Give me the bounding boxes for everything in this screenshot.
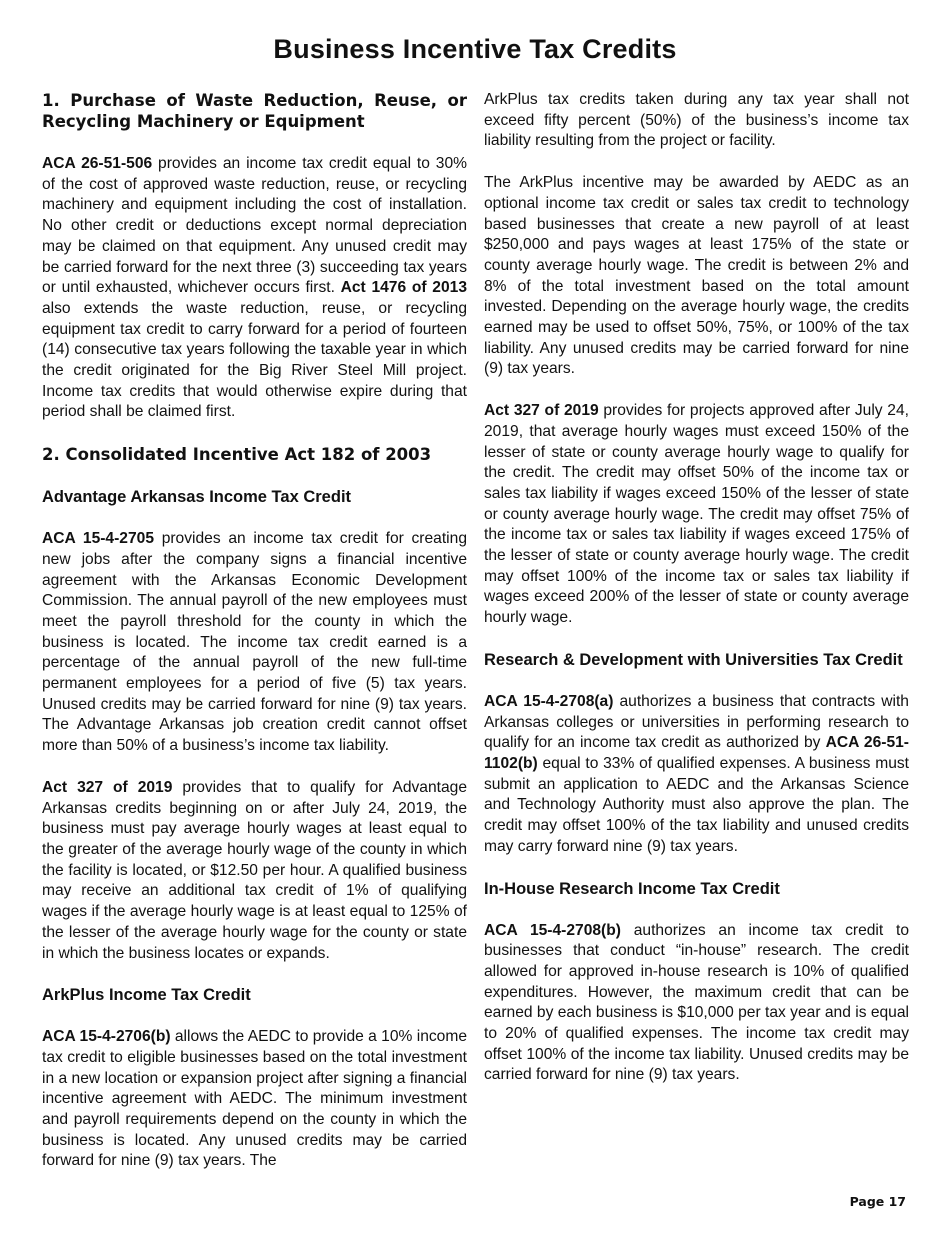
section-1-paragraph <box>42 154 467 423</box>
paragraph-text: authorizes an income tax credit to businesses that conduct “in-house” research. The credit allowed for approved in-house research is 10% of qualified expenditures. However, the maximum credit that can be earned by each business is $10,000 per tax year and is equal to 20% of qualified expenses. The income tax credit may offset 100% of the income tax liability. Unused credits may be carried forward for nine (9) tax years. <box>484 921 909 1084</box>
statute-ref: ACA 26-51-1102(b) <box>484 734 909 772</box>
arkplus-paragraph-3 <box>484 401 909 629</box>
statute-ref: Act 327 of 2019 <box>42 778 173 796</box>
advantage-paragraph-1 <box>42 529 467 757</box>
arkplus-paragraph-2: The ArkPlus incentive may be awarded by AEDC as an optional income tax credit or sales tax credit to technology based businesses that create a new payroll of at least $250,000 and pays wages at least 175% of the state or county average hourly wage. The credit is between 2% and 8% of the total investment based on the total amount invested. Depending on the average hourly wage, the credits earned may be used to offset 50%, 75%, or 100% of the tax liability. Any unused credits may be carried forward for nine (9) tax years. <box>484 174 909 378</box>
section-2-heading: 2. Consolidated Incentive Act 182 of 2003 <box>42 445 432 465</box>
paragraph-text: authorizes a business that contracts with Arkansas colleges or universities in performing research to qualify for an income tax credit as authorized by <box>484 692 909 752</box>
section-1-heading: 1. Purchase of Waste Reduction, Reuse, or Recycling Machinery or Equipment <box>42 91 467 131</box>
paragraph-text: provides an income tax credit for creating new jobs after the company signs a financial incentive agreement with the Arkansas Economic Development Commission. The annual payroll of the new employees must meet the payroll threshold for the county in which the business is located. The income tax credit earned is a percentage of the annual payroll of the new full-time permanent employees for a period of five (5) tax years. Unused credits may be carried forward for nine (9) tax years. The Advantage Arkansas job creation credit cannot offset more than 50% of a business’s income tax liability. <box>42 530 467 755</box>
advantage-paragraph-2 <box>42 778 467 964</box>
paragraph-text: provides an income tax credit equal to 30% of the cost of approved waste reduction, reuse, or recycling machinery and equipment including the cost of installation. No other credit or deductions except normal depreciation may be claimed on that equipment. Any unused credit may be carried forward for the next three (3) succeeding tax years or until exhausted, whichever occurs first. <box>42 155 467 297</box>
statute-ref: ACA 15-4-2705 <box>42 530 154 548</box>
arkplus-paragraph-1 <box>42 1027 467 1172</box>
paragraph-text: provides for projects approved after July 24, 2019, that average hourly wages must exceed 150% of the lesser of state or county average hourly wage to qualify for the credit. The credit may offset 50% of the income tax or sales tax liability if wages exceed 150% of the lesser of state or county average hourly wage. The credit may offset 75% of the income tax or sales tax liability if wages exceed 175% of the lesser of state or county average hourly wage. The credit may offset 100% of the income tax or sales tax liability if wages exceed 200% of the lesser of state or county average hourly wage. <box>484 402 909 627</box>
paragraph-text: provides that to qualify for Advantage Arkansas credits beginning on or after July 24, 2019, the business must pay average hourly wages at least equal to the greater of the average hourly wage of the county in which the facility is located, or $12.50 per hour. A qualified business may receive an additional tax credit of 1% of qualifying wages if the average hourly wage is at least equal to 125% of the lesser of the average hourly wage for the county or state in which the business locates or expands. <box>42 778 467 962</box>
left-column <box>42 90 467 1193</box>
paragraph-text: allows the AEDC to provide a 10% income tax credit to eligible businesses based on the total investment in a new location or expansion project after signing a financial incentive agreement with AEDC. The minimum investment and payroll requirements depend on the county in which the business is located. Any unused credits may be carried forward for nine (9) tax years. The <box>42 1028 467 1170</box>
statute-ref: ACA 15-4-2708(a) <box>484 692 614 710</box>
statute-ref: ACA 15-4-2708(b) <box>484 921 621 939</box>
page-title: Business Incentive Tax Credits <box>273 34 677 64</box>
page-number: Page 17 <box>849 1194 906 1209</box>
in-house-research-paragraph <box>484 921 909 1087</box>
statute-ref: ACA 15-4-2706(b) <box>42 1028 171 1046</box>
arkplus-paragraph-1-continued: ArkPlus tax credits taken during any tax year shall not exceed fifty percent (50%) of the business’s income tax liability resulting from the project or facility. <box>484 91 909 150</box>
statute-ref: ACA 26-51-506 <box>42 155 153 172</box>
advantage-arkansas-heading: Advantage Arkansas Income Tax Credit <box>42 488 352 507</box>
statute-ref: Act 1476 of 2013 <box>340 279 467 297</box>
research-development-heading: Research & Development with Universities Tax Credit <box>484 650 903 669</box>
statute-ref: Act 327 of 2019 <box>484 402 599 420</box>
in-house-research-heading: In-House Research Income Tax Credit <box>484 879 780 898</box>
right-column <box>484 90 909 1107</box>
paragraph-text: also extends the waste reduction, reuse, or recycling equipment tax credit to carry forward for a period of fourteen (14) consecutive tax years following the taxable year in which the credit originated for the Big River Steel Mill project. Income tax credits that would otherwise expire during that period shall be claimed first. <box>42 299 467 421</box>
research-development-paragraph <box>484 692 909 858</box>
arkplus-heading: ArkPlus Income Tax Credit <box>42 986 251 1005</box>
paragraph-text: equal to 33% of qualified expenses. A business must submit an application to AEDC and the Arkansas Science and Technology Authority must also approve the plan. The credit may offset 100% of the tax liability and unused credits may carry forward nine (9) tax years. <box>484 754 909 855</box>
